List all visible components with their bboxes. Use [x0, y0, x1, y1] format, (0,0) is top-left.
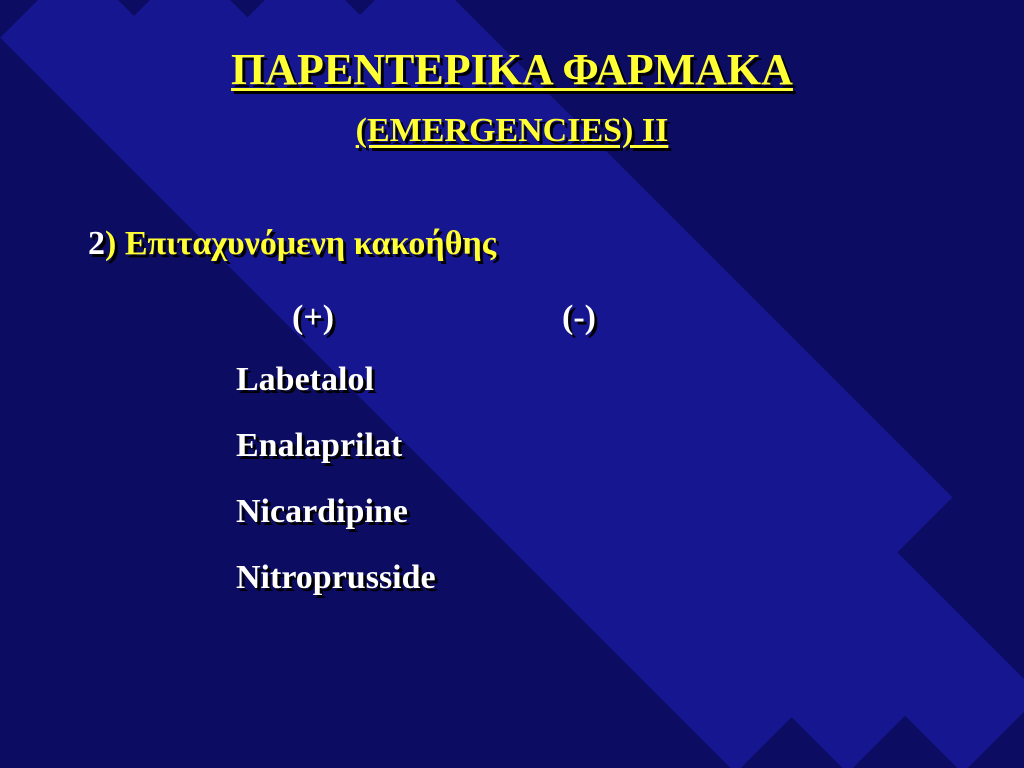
column-header-positive: (+)	[292, 299, 335, 336]
drug-nitroprusside: Nitroprusside	[236, 559, 436, 596]
slide-title: ΠΑΡΕΝΤΕΡΙΚΑ ΦΑΡΜΑΚΑ	[231, 45, 793, 94]
item-number: 2	[88, 225, 105, 262]
drug-labetalol: Labetalol	[236, 361, 374, 398]
item-text: Επιταχυνόμενη κακοήθης	[116, 225, 497, 262]
item-paren: )	[105, 225, 117, 262]
drug-nicardipine: Nicardipine	[236, 493, 408, 530]
list-item-heading	[88, 222, 496, 266]
column-header-negative: (-)	[562, 299, 596, 336]
slide-subtitle: (EMERGENCIES) II	[355, 112, 669, 149]
drug-enalaprilat: Enalaprilat	[236, 427, 403, 464]
